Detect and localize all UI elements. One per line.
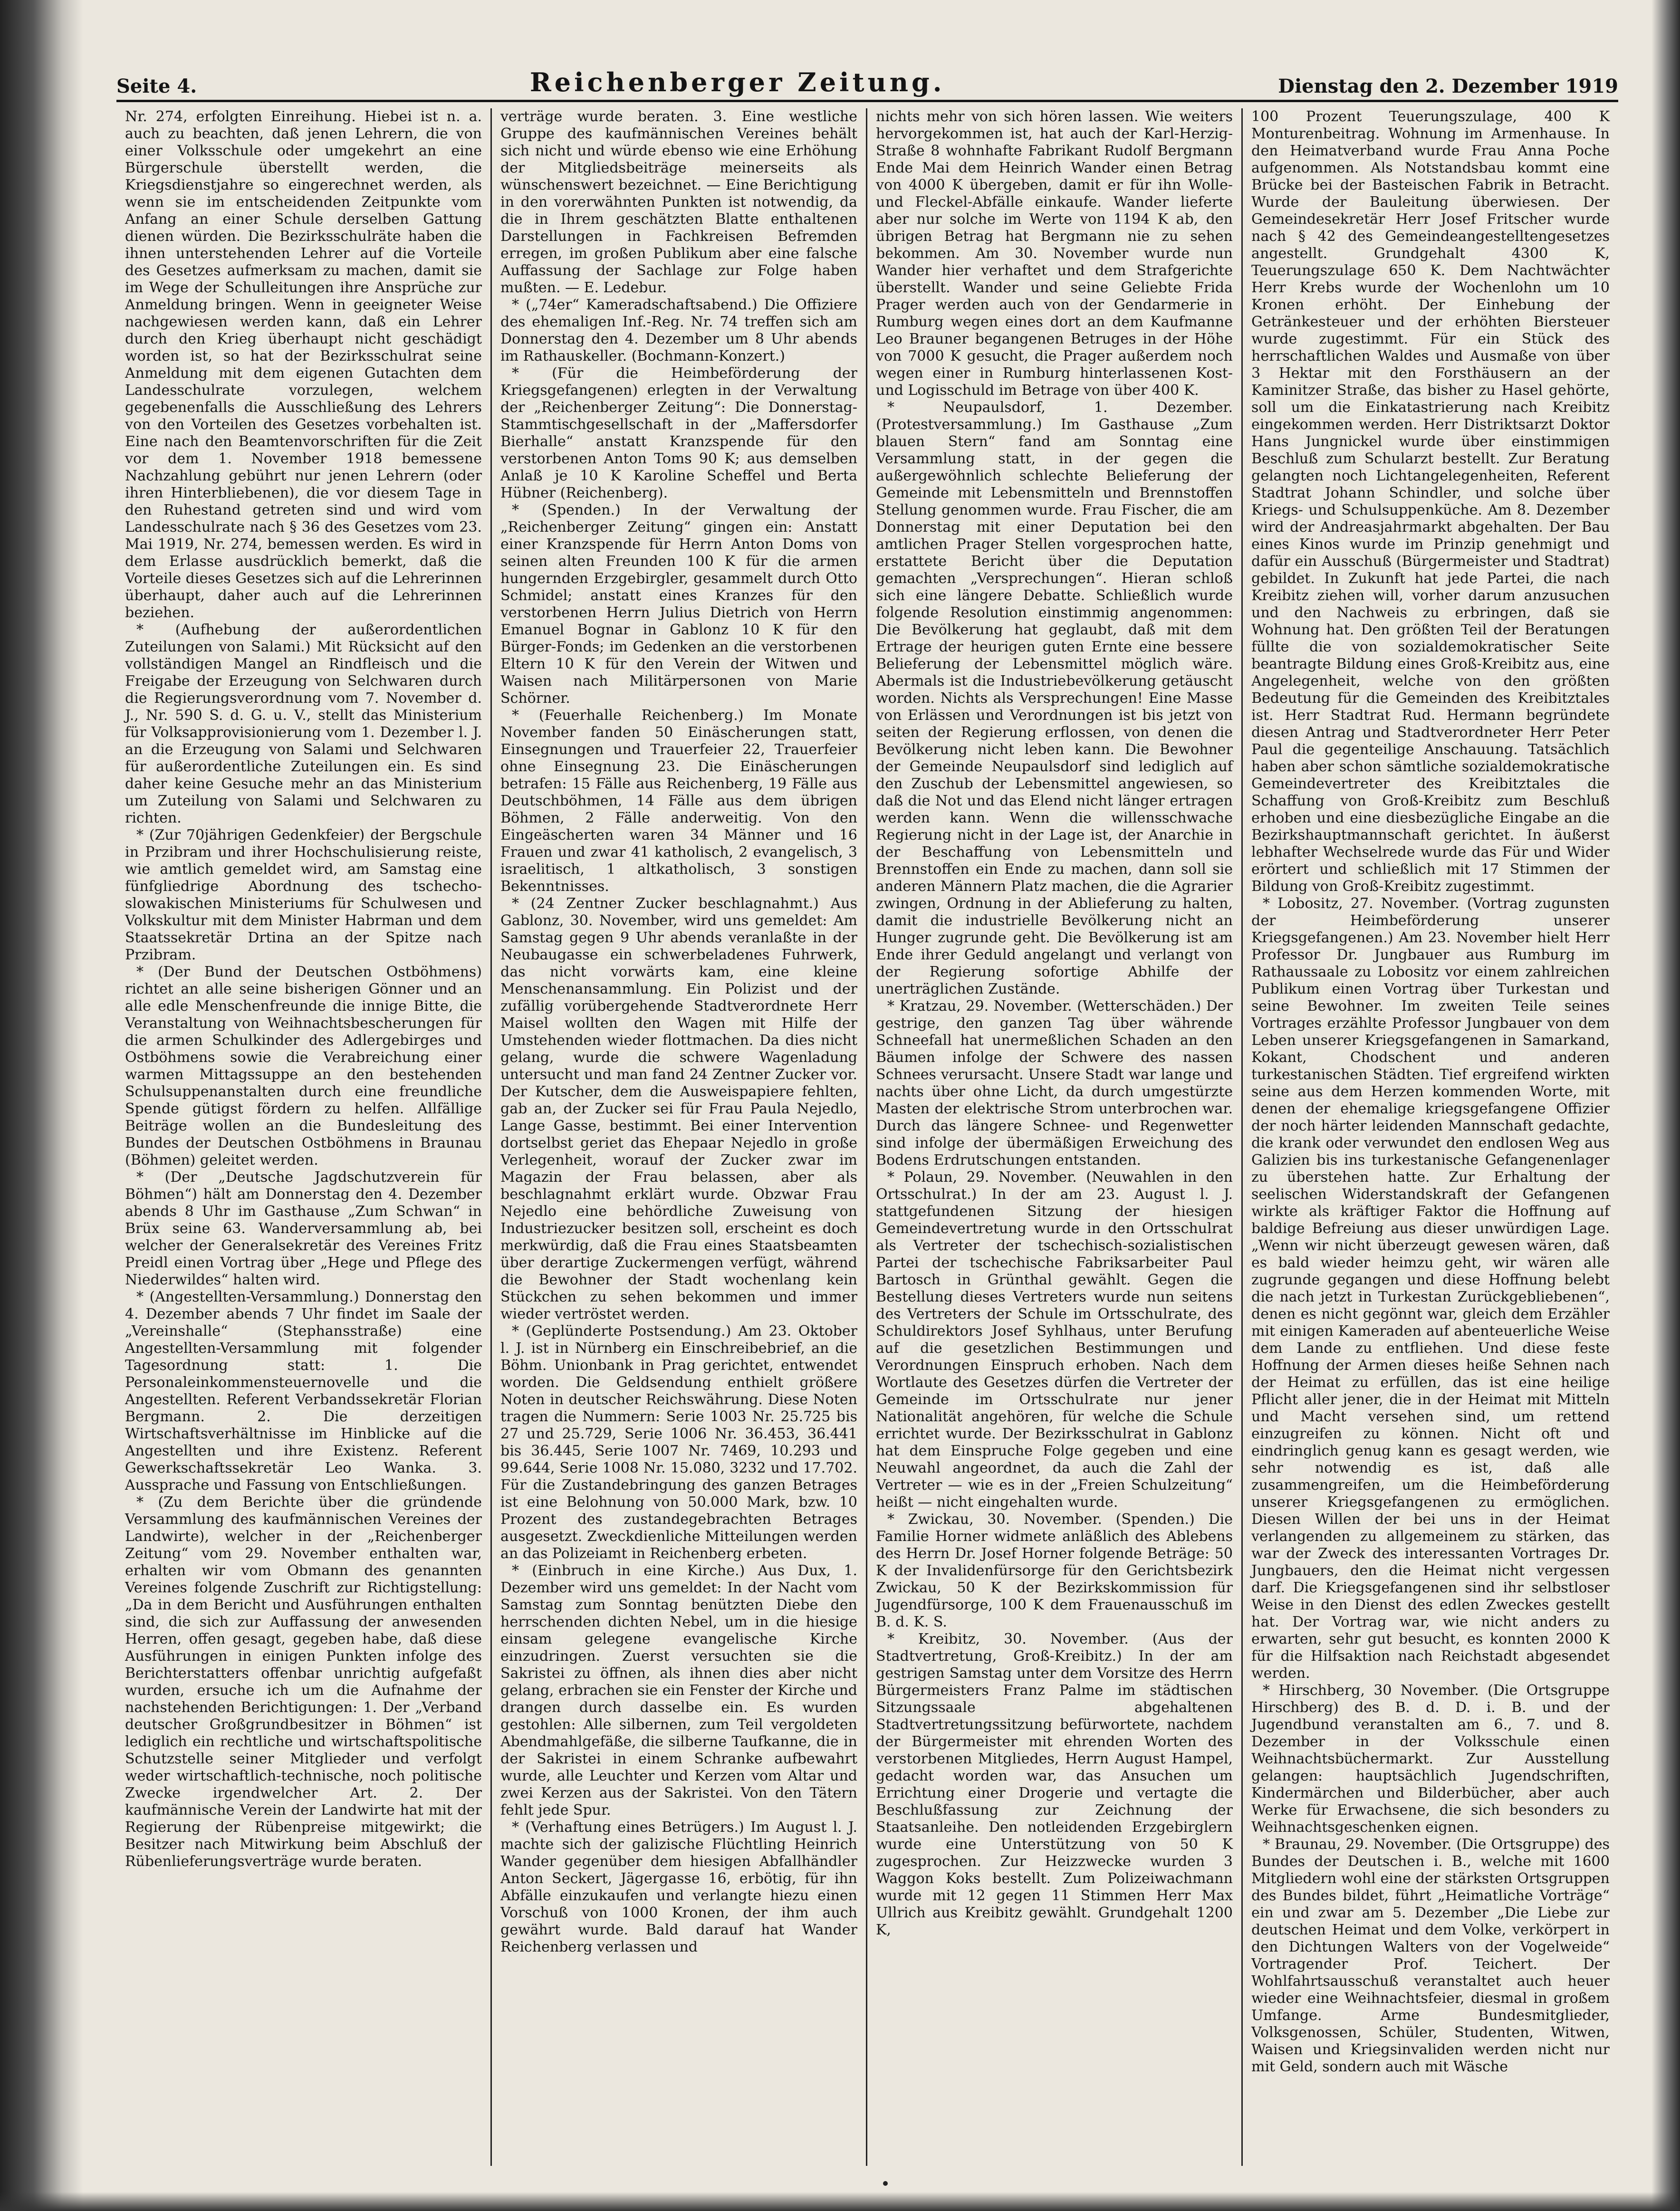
article-paragraph: * Neupaulsdorf, 1. Dezember. (Protestversammlung.) Im Gasthause „Zum blauen Stern“ fand am Sonntag eine Versammlung statt, in der gegen die außergewöhnlich schlechte Belieferung der Gemeinde mit Lebensmitteln und Brennstoffen Stellung genommen wurde. Frau Fischer, die am Donnerstag mit einer Deputation bei den amtlichen Prager Stellen vorgesprochen hatte, erstattete Bericht über die Deputation gemachten „Versprechungen“. Hieran schloß sich eine längere Debatte. Schließlich wurde folgende Resolution einstimmig angenommen: Die Bevölkerung hat geglaubt, daß mit dem Ertrage der heurigen guten Ernte eine bessere Belieferung der Lebensmittel möglich wäre. Abermals ist die Industriebevölkerung getäuscht worden. Nichts als Versprechungen! Eine Masse von Erlässen und Verordnungen ist bis jetzt von seiten der Regierung erflossen, von denen die Bevölkerung nicht leben kann. Die Bewohner der Gemeinde Neupaulsdorf sind lediglich auf den Zuschub der Lebensmittel angewiesen, so daß die Not und das Elend nicht länger ertragen werden kann. Wenn die willensschwache Regierung nicht in der Lage ist, der Anarchie in der Beschaffung von Lebensmitteln und Brennstoffen ein Ende zu machen, dann soll sie anderen Männern Platz machen, die die Agrarier zwingen, Ordnung in der Ablieferung zu halten, damit die industrielle Bevölkerung nicht an Hunger zugrunde geht. Die Bevölkerung ist am Ende ihrer Geduld angelangt und verlangt von der Regierung sofortige Abhilfe der unerträglichen Zustände. (876, 399, 1233, 997)
article-paragraph: * (Zur 70jährigen Gedenkfeier) der Bergschule in Przibram und ihrer Hochschulisierung reiste, wie amtlich gemeldet wird, am Samstag eine fünfgliedrige Abordnung des tschecho-slowakischen Ministeriums für Schulwesen und Volkskultur mit dem Minister Habrman und dem Staatssekretär Drtina an der Spitze nach Przibram. (125, 827, 482, 963)
article-paragraph: * (Verhaftung eines Betrügers.) Im August l. J. machte sich der galizische Flüchtling Heinrich Wander gegenüber dem hiesigen Abfallhändler Anton Seckert, Jägergasse 16, erbötig, für ihn Abfälle einzukaufen und verlangte hiezu einen Vorschuß von 1000 Kronen, der ihm auch gewährt wurde. Bald darauf hat Wander Reichenberg verlassen und (500, 1819, 857, 1955)
newspaper-title: Reichenberger Zeitung. (529, 67, 945, 97)
article-paragraph: * (Aufhebung der außerordentlichen Zuteilungen von Salami.) Mit Rücksicht auf den vollständigen Mangel an Rindfleisch und die Freigabe der Erzeugung von Selchwaren durch die Regierungsverordnung vom 7. November d. J., Nr. 590 S. d. G. u. V., stellt das Ministerium für Volksapprovisionierung vom 1. Dezember l. J. an die Erzeugung von Salami und Selchwaren für außerordentliche Zuteilungen ein. Es sind daher keine Gesuche mehr an das Ministerium um Zuteilung von Salami und Selchwaren zu richten. (125, 622, 482, 826)
page-edge-shadow (1651, 0, 1680, 2211)
article-paragraph: * (Feuerhalle Reichenberg.) Im Monate November fanden 50 Einäscherungen statt, Einsegnungen und Trauerfeier 22, Trauerfeier ohne Einsegnung 23. Die Einäscherungen betrafen: 15 Fälle aus Reichenberg, 19 Fälle aus Deutschböhmen, 14 Fälle aus dem übrigen Böhmen, 2 Fälle anderweitig. Von den Eingeäscherten waren 34 Männer und 16 Frauen und zwar 41 katholisch, 2 evangelisch, 3 israelitisch, 1 altkatholisch, 3 sonstigen Bekenntnisses. (500, 707, 857, 895)
article-paragraph: * Hirschberg, 30 November. (Die Ortsgruppe Hirschberg) des B. d. D. i. B. und der Jugendbund veranstalten am 6., 7. und 8. Dezember in der Volksschule einen Weihnachtsbüchermarkt. Zur Ausstellung gelangen: hauptsächlich Jugendschriften, Kindermärchen und Bilderbücher, aber auch Werke für Erwachsene, die sich besonders zu Weihnachtsgeschenken eignen. (1251, 1682, 1610, 1836)
article-paragraph: 100 Prozent Teuerungszulage, 400 K Monturenbeitrag. Wohnung im Armenhause. In den Heimatverband wurde Frau Anna Poche aufgenommen. Als Notstandsbau kommt eine Brücke bei der Basteischen Fabrik in Betracht. Wurde der Bauleitung überwiesen. Der Gemeindesekretär Herr Josef Fritscher wurde nach § 42 des Gemeindeangestelltengesetzes angestellt. Grundgehalt 4300 K, Teuerungszulage 650 K. Dem Nachtwächter Herr Krebs wurde der Wochenlohn um 10 Kronen erhöht. Der Einhebung der Getränkesteuer und der erhöhten Biersteuer wurde zugestimmt. Für ein Stück des herrschaftlichen Waldes und Ausmaße von über 3 Hektar mit den Forsthäusern an der Kaminitzer Straße, das bisher zu Hasel gehörte, soll um die Einkatastrierung nach Kreibitz eingekommen werden. Herr Distriktsarzt Doktor Hans Jungnickel wurde über einstimmigen Beschluß zum Schularzt bestellt. Zur Beratung gelangten noch Lichtangelegenheiten, Referent Stadtrat Johann Schindler, und solche über Kriegs- und Schulsuppenküche. Am 8. Dezember wird der Andreasjahrmarkt abgehalten. Der Bau eines Kinos wurde im Prinzip genehmigt und dafür ein Ausschuß (Bürgermeister und Stadtrat) gebildet. In Zukunft hat jede Partei, die nach Kreibitz ziehen will, vorher darum anzusuchen und den Nachweis zu erbringen, daß sie Wohnung hat. Den größten Teil der Beratungen füllte die von sozialdemokratischer Seite beantragte Bildung eines Groß-Kreibitz aus, eine Angelegenheit, welche von den größten Bedeutung für die Gemeinden des Kreibitztales ist. Herr Stadtrat Rud. Hermann begründete diesen Antrag und Stadtverordneter Herr Peter Paul die gegenteilige Anschauung. Tatsächlich haben aber schon sämtliche sozialdemokratische Gemeindevertreter des Kreibitztales die Schaffung von Groß-Kreibitz zum Beschluß erhoben und eine diesbezügliche Eingabe an die Bezirkshauptmannschaft gerichtet. In äußerst lebhafter Wechselrede wurde das Für und Wider erörtert und schließlich mit 17 Stimmen der Bildung von Groß-Kreibitz zugestimmt. (1251, 108, 1610, 895)
column-4 (1243, 108, 1618, 2166)
binding-shadow (0, 0, 83, 2211)
page-number: Seite 4. (116, 75, 197, 97)
article-paragraph: nichts mehr von sich hören lassen. Wie weiters hervorgekommen ist, hat auch der Karl-Herzig-Straße 8 wohnhafte Fabrikant Rudolf Bergmann Ende Mai dem Heinrich Wander einen Betrag von 4000 K übergeben, damit er für ihn Wolle- und Fleckel-Abfälle einkaufe. Wander lieferte aber nur solche im Werte von 1194 K ab, den übrigen Betrag hat Bergmann nie zu sehen bekommen. Am 30. November wurde nun Wander hier verhaftet und dem Strafgerichte überstellt. Wander und seine Geliebte Frida Prager werden auch von der Gendarmerie in Rumburg wegen eines dort an dem Kaufmanne Leo Brauner begangenen Betruges in der Höhe von 7000 K gesucht, die Prager außerdem noch wegen einer in Rumburg hinterlassenen Kost- und Logisschuld im Betrage von über 400 K. (876, 108, 1233, 399)
article-paragraph: * Braunau, 29. November. (Die Ortsgruppe) des Bundes der Deutschen i. B., welche mit 1600 Mitgliedern wohl eine der stärksten Ortsgruppen des Bundes bildet, führt „Heimatliche Vorträge“ ein und zwar am 5. Dezember „Die Liebe zur deutschen Heimat und dem Volke, verkörpert in den Dichtungen Walters von der Vogelweide“ Vortragender Prof. Teichert. Der Wohlfahrtsausschuß veranstaltet auch heuer wieder eine Weihnachtsfeier, diesmal in großem Umfange. Arme Bundesmitglieder, Volksgenossen, Schüler, Studenten, Witwen, Waisen und Kriegsinvaliden werden nicht nur mit Geld, sondern auch mit Wäsche (1251, 1836, 1610, 2075)
column-1 (116, 108, 492, 2166)
article-paragraph: * Kreibitz, 30. November. (Aus der Stadtvertretung, Groß-Kreibitz.) In der am gestrigen Samstag unter dem Vorsitze des Herrn Bürgermeisters Franz Palme im städtischen Sitzungssaale abgehaltenen Stadtvertretungssitzung befürwortete, nachdem der Bürgermeister mit ehrenden Worten des verstorbenen Mitgliedes, Herrn August Hampel, gedacht worden war, das Ansuchen um Errichtung einer Drogerie und vertagte die Beschlußfassung zur Zeichnung der Staatsanleihe. Den notleidenden Erzgebirglern wurde eine Unterstützung von 50 K zugesprochen. Zur Heizzwecke wurden 3 Waggon Koks bestellt. Zum Polizeiwachmann wurde mit 12 gegen 11 Stimmen Herr Max Ullrich aus Kreibitz gewählt. Grundgehalt 1200 K, (876, 1631, 1233, 1938)
article-paragraph: * (Für die Heimbeförderung der Kriegsgefangenen) erlegten in der Verwaltung der „Reichenberger Zeitung“: Die Donnerstag-Stammtischgesellschaft in der „Maffersdorfer Bierhalle“ anstatt Kranzspende für den verstorbenen Anton Toms 90 K; aus demselben Anlaß je 10 K Karoline Scheffel und Berta Hübner (Reichenberg). (500, 365, 857, 501)
page-bottom-shadow (0, 2192, 1680, 2211)
column-3 (867, 108, 1243, 2166)
footer-dot (883, 2181, 888, 2186)
text-columns (116, 108, 1618, 2166)
page-header (116, 59, 1618, 97)
article-paragraph: * (Angestellten-Versammlung.) Donnerstag den 4. Dezember abends 7 Uhr findet im Saale der „Vereinshalle“ (Stephansstraße) eine Angestellten-Versammlung mit folgender Tagesordnung statt: 1. Die Personaleinkommensteuernovelle und die Angestellten. Referent Verbandssekretär Florian Bergmann. 2. Die derzeitigen Wirtschaftsverhältnisse im Hinblicke auf die Angestellten und ihre Existenz. Referent Gewerkschaftssekretär Leo Wanka. 3. Aussprache und Fassung von Entschließungen. (125, 1289, 482, 1493)
column-2 (492, 108, 867, 2166)
article-paragraph: Nr. 274, erfolgten Einreihung. Hiebei ist n. a. auch zu beachten, daß jenen Lehrern, die von einer Volksschule oder umgekehrt an eine Bürgerschule überstellt werden, die Kriegsdienstjahre so eingerechnet werden, als wenn sie im entscheidenden Zeitpunkte vom Anfang an einer Schule derselben Gattung dienen würden. Die Bezirksschulräte haben die ihnen unterstehenden Lehrer auf die Vorteile des Gesetzes aufmerksam zu machen, damit sie im Wege der Schulleitungen ihre Ansprüche zur Anmeldung bringen. Wenn in geeigneter Weise nachgewiesen werden kann, daß ein Lehrer durch den Krieg überhaupt nicht geschädigt worden ist, so hat der Bezirksschulrat seine Anmeldung mit dem eigenen Gutachten dem Landesschulrate vorzulegen, welchem gegebenenfalls die Ausschließung des Lehrers von den Vorteilen des Gesetzes vorbehalten ist. Eine nach den Beamtenvorschriften für die Zeit vor dem 1. November 1918 bemessene Nachzahlung gebührt nur jenen Lehrern (oder ihren Hinterbliebenen), die vor diesem Tage in den Ruhestand getreten sind und wird vom Landesschulrate nach § 36 des Gesetzes vom 23. Mai 1919, Nr. 274, bemessen werden. Es wird in dem Erlasse ausdrücklich bemerkt, daß die Vorteile dieses Gesetzes sich auf die Lehrerinnen überhaupt, daher auch auf die Lehrerinnen beziehen. (125, 108, 482, 621)
issue-date: Dienstag den 2. Dezember 1919 (1278, 75, 1618, 97)
header-rule (116, 100, 1618, 102)
article-paragraph: verträge wurde beraten. 3. Eine westliche Gruppe des kaufmännischen Vereines behält sich nicht und würde ebenso wie eine Erhöhung der Mitgliedsbeiträge meinerseits als wünschenswert bezeichnet. — Eine Berichtigung in den vorerwähnten Punkten ist notwendig, da die in Ihrem geschätzten Blatte enthaltenen Darstellungen in Fachkreisen Befremden erregen, im großen Publikum aber eine falsche Auffassung der Sachlage zur Folge haben mußten. — E. Ledebur. (500, 108, 857, 296)
article-paragraph: * (Der Bund der Deutschen Ostböhmens) richtet an alle seine bisherigen Gönner und an alle edle Menschenfreunde die innige Bitte, die Veranstaltung von Weihnachtsbescherungen für die armen Schulkinder des Adlergebirges und Ostböhmens sowie die Verabreichung einer warmen Mittagssuppe an den bestehenden Schulsuppenanstalten durch eine freundliche Spende gütigst fördern zu helfen. Allfällige Beiträge wollen an die Bundesleitung des Bundes der Deutschen Ostböhmens in Braunau (Böhmen) geleitet werden. (125, 964, 482, 1168)
article-paragraph: * Polaun, 29. November. (Neuwahlen in den Ortsschulrat.) In der am 23. August l. J. stattgefundenen Sitzung der hiesigen Gemeindevertretung wurde in den Ortsschulrat als Vertreter der tschechisch-sozialistischen Partei der tschechische Fabriksarbeiter Paul Bartosch in Grünthal gewählt. Gegen die Bestellung dieses Vertreters wurde nun seitens des Vertreters der Schule im Ortsschulrate, des Schuldirektors Josef Syhlhaus, unter Berufung auf die gesetzlichen Bestimmungen und Verordnungen Einspruch erhoben. Nach dem Wortlaute des Gesetzes dürfen die Vertreter der Gemeinde im Ortsschulrate nur jener Nationalität angehören, für welche die Schule errichtet wurde. Der Bezirksschulrat in Gablonz hat dem Einspruche Folge gegeben und eine Neuwahl angeordnet, da auch die Zahl der Vertreter — wie es in der „Freien Schulzeitung“ heißt — nicht eingehalten wurde. (876, 1169, 1233, 1511)
article-paragraph: * (Einbruch in eine Kirche.) Aus Dux, 1. Dezember wird uns gemeldet: In der Nacht vom Samstag zum Sonntag benützten Diebe den herrschenden dichten Nebel, um in die hiesige einsam gelegene evangelische Kirche einzudringen. Zuerst versuchten sie die Sakristei zu öffnen, als ihnen dies aber nicht gelang, erbrachen sie ein Fenster der Kirche und drangen durch dasselbe ein. Es wurden gestohlen: Alle silbernen, zum Teil vergoldeten Abendmahlgefäße, die silberne Taufkanne, die in der Sakristei in einem Schranke aufbewahrt wurde, alle Leuchter und Kerzen vom Altar und zwei Kerzen aus der Sakristei. Von den Tätern fehlt jede Spur. (500, 1562, 857, 1819)
article-paragraph: * (24 Zentner Zucker beschlagnahmt.) Aus Gablonz, 30. November, wird uns gemeldet: Am Samstag gegen 9 Uhr abends veranlaßte in der Neubaugasse ein schwerbeladenes Fuhrwerk, das nicht vorwärts kam, eine kleine Menschenansammlung. Ein Polizist und der zufällig vorübergehende Stadtverordnete Herr Maisel wollten den Wagen mit Hilfe der Umstehenden wieder flottmachen. Da dies nicht gelang, wurde die schwere Wagenladung untersucht und man fand 24 Zentner Zucker vor. Der Kutscher, dem die Ausweispapiere fehlten, gab an, der Zucker sei für Frau Paula Nejedlo, Lange Gasse, bestimmt. Bei einer Intervention dortselbst geriet das Ehepaar Nejedlo in große Verlegenheit, worauf der Zucker zwar im Magazin der Frau belassen, aber als beschlagnahmt erklärt wurde. Obzwar Frau Nejedlo eine behördliche Zuweisung von Industriezucker besitzen soll, erscheint es doch merkwürdig, daß die Frau eines Staatsbeamten über derartige Zuckermengen verfügt, während die Bewohner der Stadt wochenlang kein Stückchen zu sehen bekommen und immer wieder vertröstet werden. (500, 895, 857, 1322)
article-paragraph: * (Zu dem Berichte über die gründende Versammlung des kaufmännischen Vereines der Landwirte), welcher in der „Reichenberger Zeitung“ vom 29. November enthalten war, erhalten wir vom Obmann des genannten Vereines folgende Zuschrift zur Richtigstellung: „Da in dem Bericht und Ausführungen enthalten sind, die sich zur Auffassung der anwesenden Herren, offen gesagt, gegeben habe, daß diese Ausführungen in einigen Punkten infolge des Berichterstatters offenbar unrichtig aufgefaßt wurden, ersuche ich um die Aufnahme der nachstehenden Berichtigungen: 1. Der „Verband deutscher Großgrundbesitzer in Böhmen“ ist lediglich ein rechtliche und wirtschaftspolitische Schutzstelle seiner Mitglieder und verfolgt weder wirtschaftlich-technische, noch politische Zwecke irgendwelcher Art. 2. Der kaufmännische Verein der Landwirte hat mit der Regierung der Rübenpreise mitgewirkt; die Besitzer nach Mitwirkung beim Abschluß der Rübenlieferungsverträge wurde beraten. (125, 1494, 482, 1870)
article-paragraph: * Kratzau, 29. November. (Wetterschäden.) Der gestrige, den ganzen Tag über währende Schneefall hat unermeßlichen Schaden an den Bäumen infolge der Schwere des nassen Schnees verursacht. Unsere Stadt war lange und nachts über ohne Licht, da durch umgestürzte Masten der elektrische Strom unterbrochen war. Durch das längere Schnee- und Regenwetter sind infolge der übermäßigen Erweichung des Bodens Erdrutschungen entstanden. (876, 998, 1233, 1168)
article-paragraph: * Zwickau, 30. November. (Spenden.) Die Familie Horner widmete anläßlich des Ablebens des Herrn Dr. Josef Horner folgende Beträge: 50 K der Invalidenfürsorge für den Gerichtsbezirk Zwickau, 50 K der Bezirkskommission für Jugendfürsorge, 100 K dem Frauenausschuß im B. d. K. S. (876, 1511, 1233, 1630)
article-paragraph: * (Der „Deutsche Jagdschutzverein für Böhmen“) hält am Donnerstag den 4. Dezember abends 8 Uhr im Gasthause „Zum Schwan“ in Brüx seine 63. Wanderversammlung ab, bei welcher der Generalsekretär des Vereines Fritz Preidl einen Vortrag über „Hege und Pflege des Niederwildes“ halten wird. (125, 1169, 482, 1288)
article-paragraph: * Lobositz, 27. November. (Vortrag zugunsten der Heimbeförderung unserer Kriegsgefangenen.) Am 23. November hielt Herr Professor Dr. Jungbauer aus Rumburg im Rathaussaale zu Lobositz vor einem zahlreichen Publikum einen Vortrag über Turkestan und seine Bewohner. Im zweiten Teile seines Vortrages erzählte Professor Jungbauer von dem Leben unserer Kriegsgefangenen in Samarkand, Kokant, Chodschent und anderen turkestanischen Städten. Tief ergreifend wirkten seine aus dem Herzen kommenden Worte, mit denen der ehemalige kriegsgefangene Offizier der noch härter leidenden Mannschaft gedachte, die krank oder verwundet den endlosen Weg aus Galizien bis ins turkestanische Gefangenenlager zu überstehen hatte. Zur Erhaltung der seelischen Widerstandskraft der Gefangenen wirkte als kräftiger Faktor die Hoffnung auf baldige Befreiung aus dieser unwürdigen Lage. „Wenn wir nicht überzeugt gewesen wären, daß es bald wieder heimzu geht, wir wären alle zugrunde gegangen und diese Hoffnung belebt die nach jetzt in Turkestan Zurückgebliebenen“, denen es nicht gegönnt war, gleich dem Erzähler mit einigen Kameraden auf abenteuerliche Weise dem Lande zu entfliehen. Und diese feste Hoffnung der Armen dieses heiße Sehnen nach der Heimat zu erfüllen, das ist eine heilige Pflicht aller jener, die in der Heimat mit Mitteln und Macht versehen sind, um rettend einzugreifen zu können. Nicht oft und eindringlich genug kann es gesagt werden, wie sehr notwendig es ist, daß alle zusammengreifen, um die Heimbeförderung unserer Kriegsgefangenen zu ermöglichen. Diesen Willen der bei uns in der Heimat verlangenden zu allgemeinem zu stärken, das war der Zweck des interessanten Vortrages Dr. Jungbauers, den die Heimat nicht vergessen darf. Die Kriegsgefangenen sind ihr selbstloser Weise in den Dienst des edlen Zweckes gestellt hat. Der Vortrag war, wie nicht anders zu erwarten, sehr gut besucht, es konnten 2000 K für die Hilfsaktion nach Reichstadt abgesendet werden. (1251, 895, 1610, 1682)
article-paragraph: * (Geplünderte Postsendung.) Am 23. Oktober l. J. ist in Nürnberg ein Einschreibebrief, an die Böhm. Unionbank in Prag gerichtet, entwendet worden. Die Geldsendung enthielt größere Noten in deutscher Reichswährung. Diese Noten tragen die Nummern: Serie 1003 Nr. 25.725 bis 27 und 25.729, Serie 1006 Nr. 36.453, 36.441 bis 36.445, Serie 1007 Nr. 7469, 10.293 und 99.644, Serie 1008 Nr. 15.080, 3232 und 17.702. Für die Zustandebringung des ganzen Betrages ist eine Belohnung von 50.000 Mark, bzw. 10 Prozent des zustandegebrachten Betrages ausgesetzt. Zweckdienliche Mitteilungen werden an das Polizeiamt in Reichenberg erbeten. (500, 1323, 857, 1562)
article-paragraph: * („74er“ Kameradschaftsabend.) Die Offiziere des ehemaligen Inf.-Reg. Nr. 74 treffen sich am Donnerstag den 4. Dezember um 8 Uhr abends im Rathauskeller. (Bochmann-Konzert.) (500, 297, 857, 364)
article-paragraph: * (Spenden.) In der Verwaltung der „Reichenberger Zeitung“ gingen ein: Anstatt einer Kranzspende für Herrn Anton Doms von seinen alten Freunden 100 K für die armen hungernden Erzgebirgler, gesammelt durch Otto Schmidel; anstatt eines Kranzes für den verstorbenen Herrn Julius Dietrich von Herrn Emanuel Bognar in Gablonz 10 K für den Bürger-Fonds; im Gedenken an die verstorbenen Eltern 10 K für den Verein der Witwen und Waisen nach Militärpersonen von Marie Schörner. (500, 502, 857, 707)
